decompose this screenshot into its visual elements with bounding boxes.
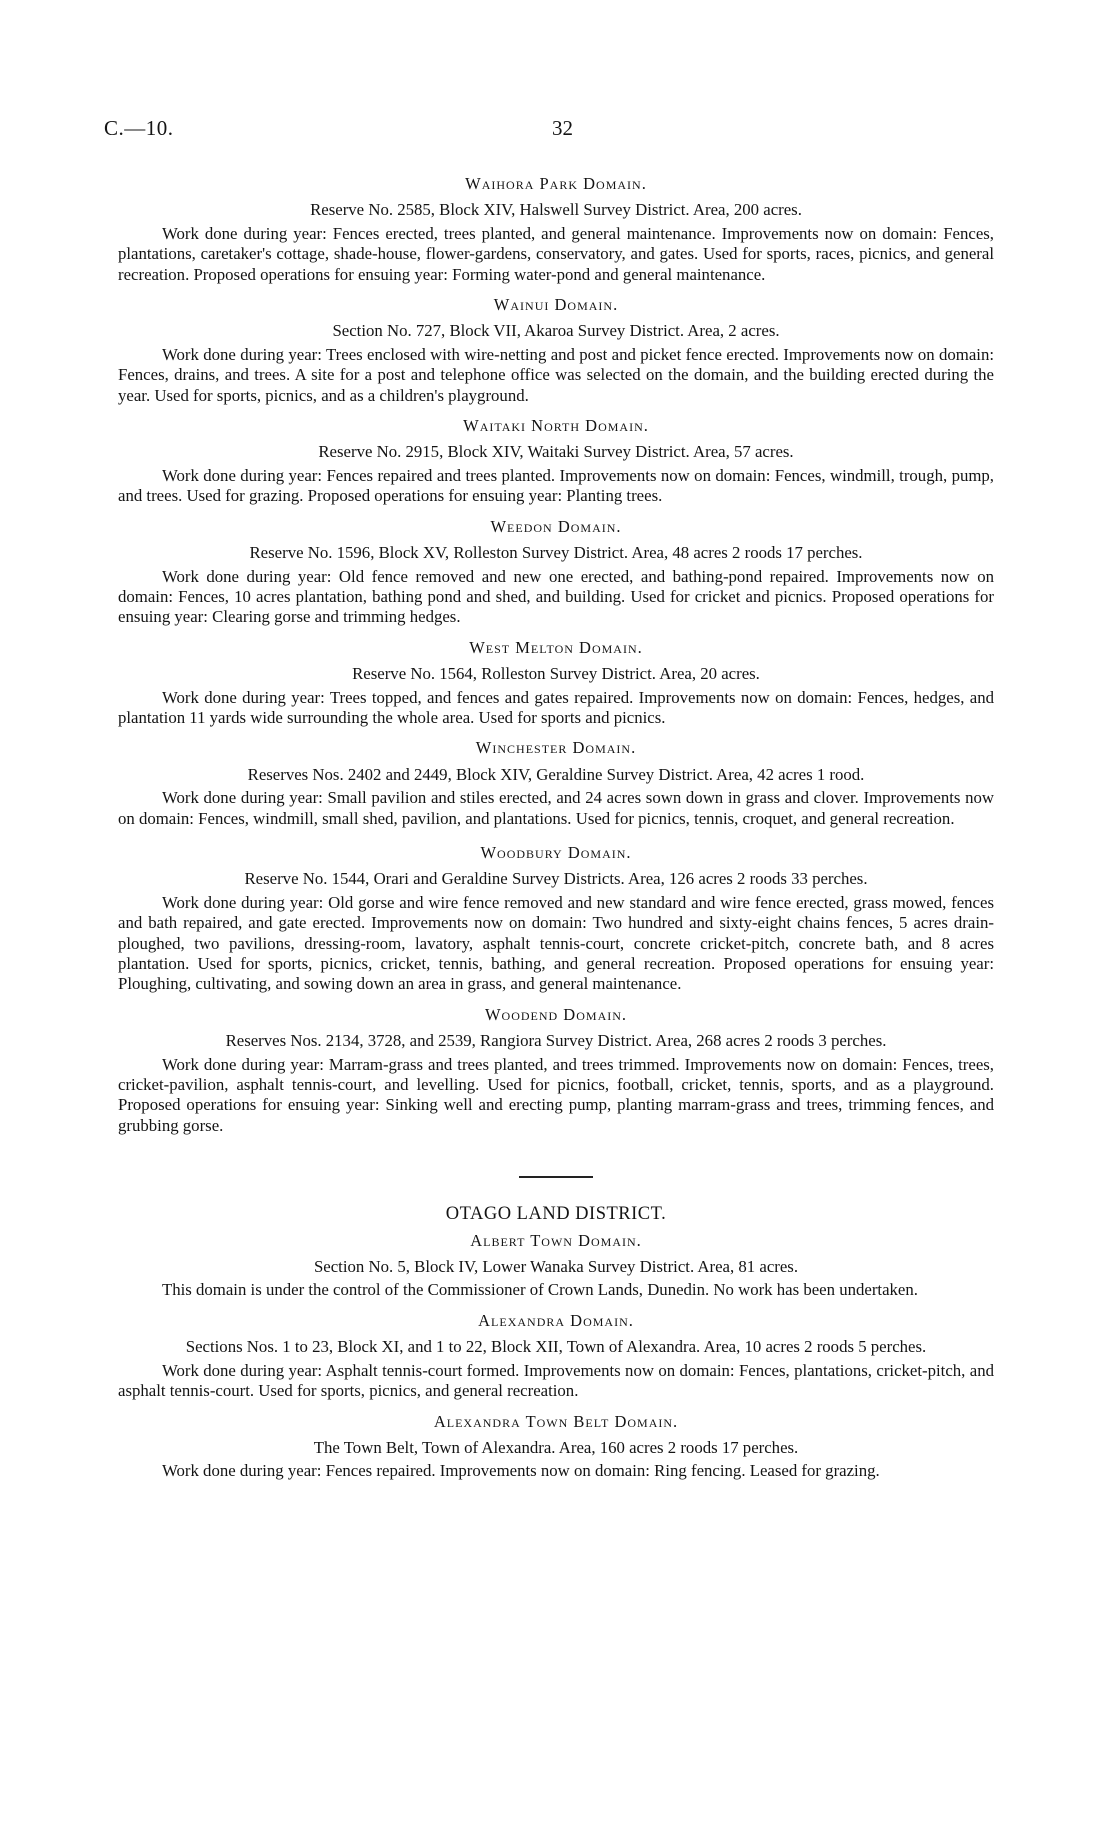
domain-reference: Reserve No. 2915, Block XIV, Waitaki Survey District. Area, 57 acres.: [318, 442, 794, 462]
domain-entry: [118, 1005, 994, 1136]
domain-text: Work done during year: Trees enclosed with wire-netting and post and picket fence erected. Improvements now on domain: Fences, drains, and trees. A site for a post and telephone office was selected on the domain, and the building erected during the year. Used for sports, picnics, and as a children's playground.: [118, 344, 994, 405]
domain-text: Work done during year: Fences erected, trees planted, and general maintenance. Improvements now on domain: Fences, plantations, caretaker's cottage, shade-house, flower-gardens, conservatory, and gates. Used for sports, races, picnics, and general recreation. Proposed operations for ensuing year: Forming water-pond and general maintenance.: [118, 223, 994, 284]
domain-text: Work done during year: Marram-grass and trees planted, and trees trimmed. Improvements now on domain: Fences, trees, cricket-pavilion, asphalt tennis-court, and levelling. Used for picnics, football, cricket, tennis, sports, and as a playground. Proposed operations for ensuing year: Sinking well and erecting pump, planting marram-grass and trees, trimming fences, and grubbing gorse.: [118, 1054, 994, 1135]
domain-entry: [118, 843, 994, 995]
domain-reference: Sections Nos. 1 to 23, Block XI, and 1 to 22, Block XII, Town of Alexandra. Area, 10 acres 2 roods 5 perches.: [185, 1337, 927, 1357]
domain-reference: Reserve No. 1544, Orari and Geraldine Survey Districts. Area, 126 acres 2 roods 33 perches.: [244, 869, 868, 889]
domain-text: Work done during year: Asphalt tennis-court formed. Improvements now on domain: Fences, plantations, cricket-pitch, and asphalt tennis-court. Used for sports, picnics, and general recreation.: [118, 1360, 994, 1401]
domain-title: Waihora Park Domain.: [465, 174, 647, 193]
section-divider: [519, 1176, 593, 1178]
district-heading: OTAGO LAND DISTRICT.: [445, 1204, 667, 1225]
domain-text: Work done during year: Old gorse and wire fence removed and new standard and wire fence erected, grass mowed, fences and bath repaired, and gate erected. Improvements now on domain: Two hundred and sixty-eight chains fences, 5 acres drain-ploughed, two pavilions, dressing-room, lavatory, asphalt tennis-court, concrete cricket-pitch, concrete bath, and 8 acres plantation. Used for sports, picnics, cricket, tennis, bathing, and general recreation. Proposed operations for ensuing year: Ploughing, cultivating, and sowing down an area in grass, and general maintenance.: [118, 892, 994, 994]
page-number: 32: [552, 116, 573, 140]
domain-title: Woodbury Domain.: [480, 842, 632, 862]
domain-reference: Section No. 727, Block VII, Akaroa Survey District. Area, 2 acres.: [332, 321, 780, 341]
domain-reference: Reserve No. 1564, Rolleston Survey District. Area, 20 acres.: [352, 664, 760, 684]
domain-title: Weedon Domain.: [490, 516, 622, 536]
domain-title: Alexandra Town Belt Domain.: [433, 1411, 679, 1431]
domain-reference: Reserves Nos. 2134, 3728, and 2539, Rangiora Survey District. Area, 268 acres 2 roods 3 perches.: [225, 1031, 887, 1051]
document-code: C.—10.: [104, 116, 174, 140]
domain-title: West Melton Domain.: [469, 637, 643, 657]
domain-entry: [118, 174, 994, 285]
domain-title: Waitaki North Domain.: [463, 416, 649, 436]
domain-text: Work done during year: Old fence removed and new one erected, and bathing-pond repaired. Improvements now on domain: Fences, 10 acres plantation, bathing pond and shed, and building. Used for cricket and picnics. Proposed operations for ensuing year: Clearing gorse and trimming hedges.: [118, 566, 994, 627]
domain-entry: [118, 638, 994, 729]
domain-title: Albert Town Domain.: [470, 1230, 642, 1250]
domain-text: This domain is under the control of the Commissioner of Crown Lands, Dunedin. No work has been undertaken.: [162, 1280, 918, 1300]
domain-reference: Section No. 5, Block IV, Lower Wanaka Survey District. Area, 81 acres.: [313, 1257, 799, 1277]
domain-title: Alexandra Domain.: [478, 1310, 634, 1330]
domain-title: Wainui Domain.: [493, 295, 619, 315]
domain-entry: [118, 416, 994, 507]
domain-text: Work done during year: Small pavilion and stiles erected, and 24 acres sown down in grass and clover. Improvements now on domain: Fences, windmill, small shed, pavilion, and plantations. Used for picnics, tennis, croquet, and general recreation.: [118, 788, 994, 828]
domain-entry: [118, 738, 994, 829]
domain-reference: Reserves Nos. 2402 and 2449, Block XIV, Geraldine Survey District. Area, 42 acres 1 rood.: [247, 764, 865, 784]
page-content: [118, 174, 994, 1482]
domain-text: Work done during year: Fences repaired. Improvements now on domain: Ring fencing. Leased for grazing.: [162, 1461, 880, 1481]
domain-reference: Reserve No. 1596, Block XV, Rolleston Survey District. Area, 48 acres 2 roods 17 perches.: [249, 543, 863, 563]
domain-reference: Reserve No. 2585, Block XIV, Halswell Survey District. Area, 200 acres.: [310, 200, 802, 220]
domain-entry: [118, 517, 994, 628]
domain-entry: [118, 295, 994, 406]
domain-title: Winchester Domain.: [475, 738, 637, 758]
domain-text: Work done during year: Fences repaired and trees planted. Improvements now on domain: Fences, windmill, trough, pump, and trees. Used for grazing. Proposed operations for ensuing year: Planting trees.: [118, 465, 994, 506]
domain-entry: [118, 1412, 994, 1482]
domain-title: Woodend Domain.: [484, 1004, 628, 1024]
domain-entry: [118, 1231, 994, 1301]
domain-text: Work done during year: Trees topped, and fences and gates repaired. Improvements now on domain: Fences, hedges, and plantation 11 yards wide surrounding the whole area. Used for sports and picnics.: [118, 687, 994, 727]
domain-reference: The Town Belt, Town of Alexandra. Area, 160 acres 2 roods 17 perches.: [313, 1437, 799, 1457]
domain-entry: [118, 1311, 994, 1402]
